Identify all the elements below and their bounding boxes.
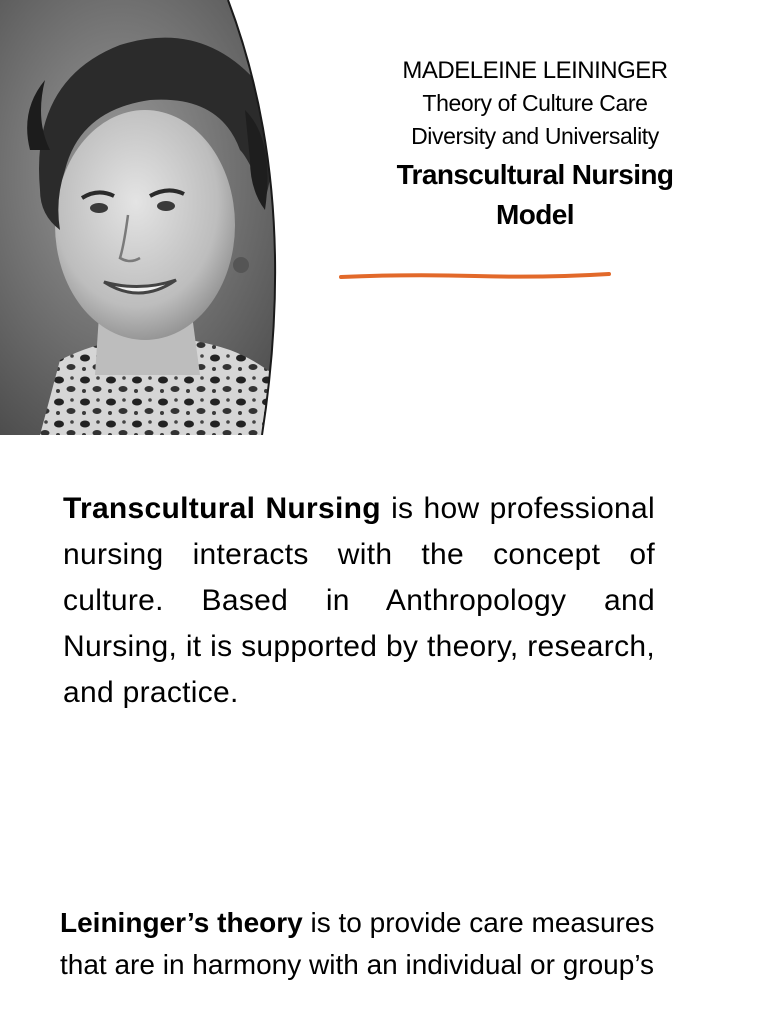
theory-title-line1: Theory of Culture Care (422, 90, 648, 116)
model-title (335, 155, 735, 235)
accent-divider (338, 270, 612, 282)
definition-term: Transcultural Nursing (63, 492, 381, 525)
model-title-line2: Model (496, 199, 574, 230)
theory-text: is to provide care measures that are in harmony with an individual or group’s (60, 907, 655, 980)
definition-text: is how professional nursing interacts with the concept of culture. Based in Anthropology and Nursing, it is supported by theory, research, and practice. (63, 492, 655, 709)
theory-title-line2: Diversity and Universality (411, 123, 659, 149)
theory-paragraph (60, 902, 700, 986)
definition-paragraph (63, 486, 655, 716)
title-block (335, 54, 735, 235)
model-title-line1: Transcultural Nursing (396, 159, 674, 190)
portrait-photo (0, 0, 300, 435)
theory-term: Leininger’s theory (60, 907, 303, 938)
author-name: MADELEINE LEININGER (402, 57, 668, 84)
